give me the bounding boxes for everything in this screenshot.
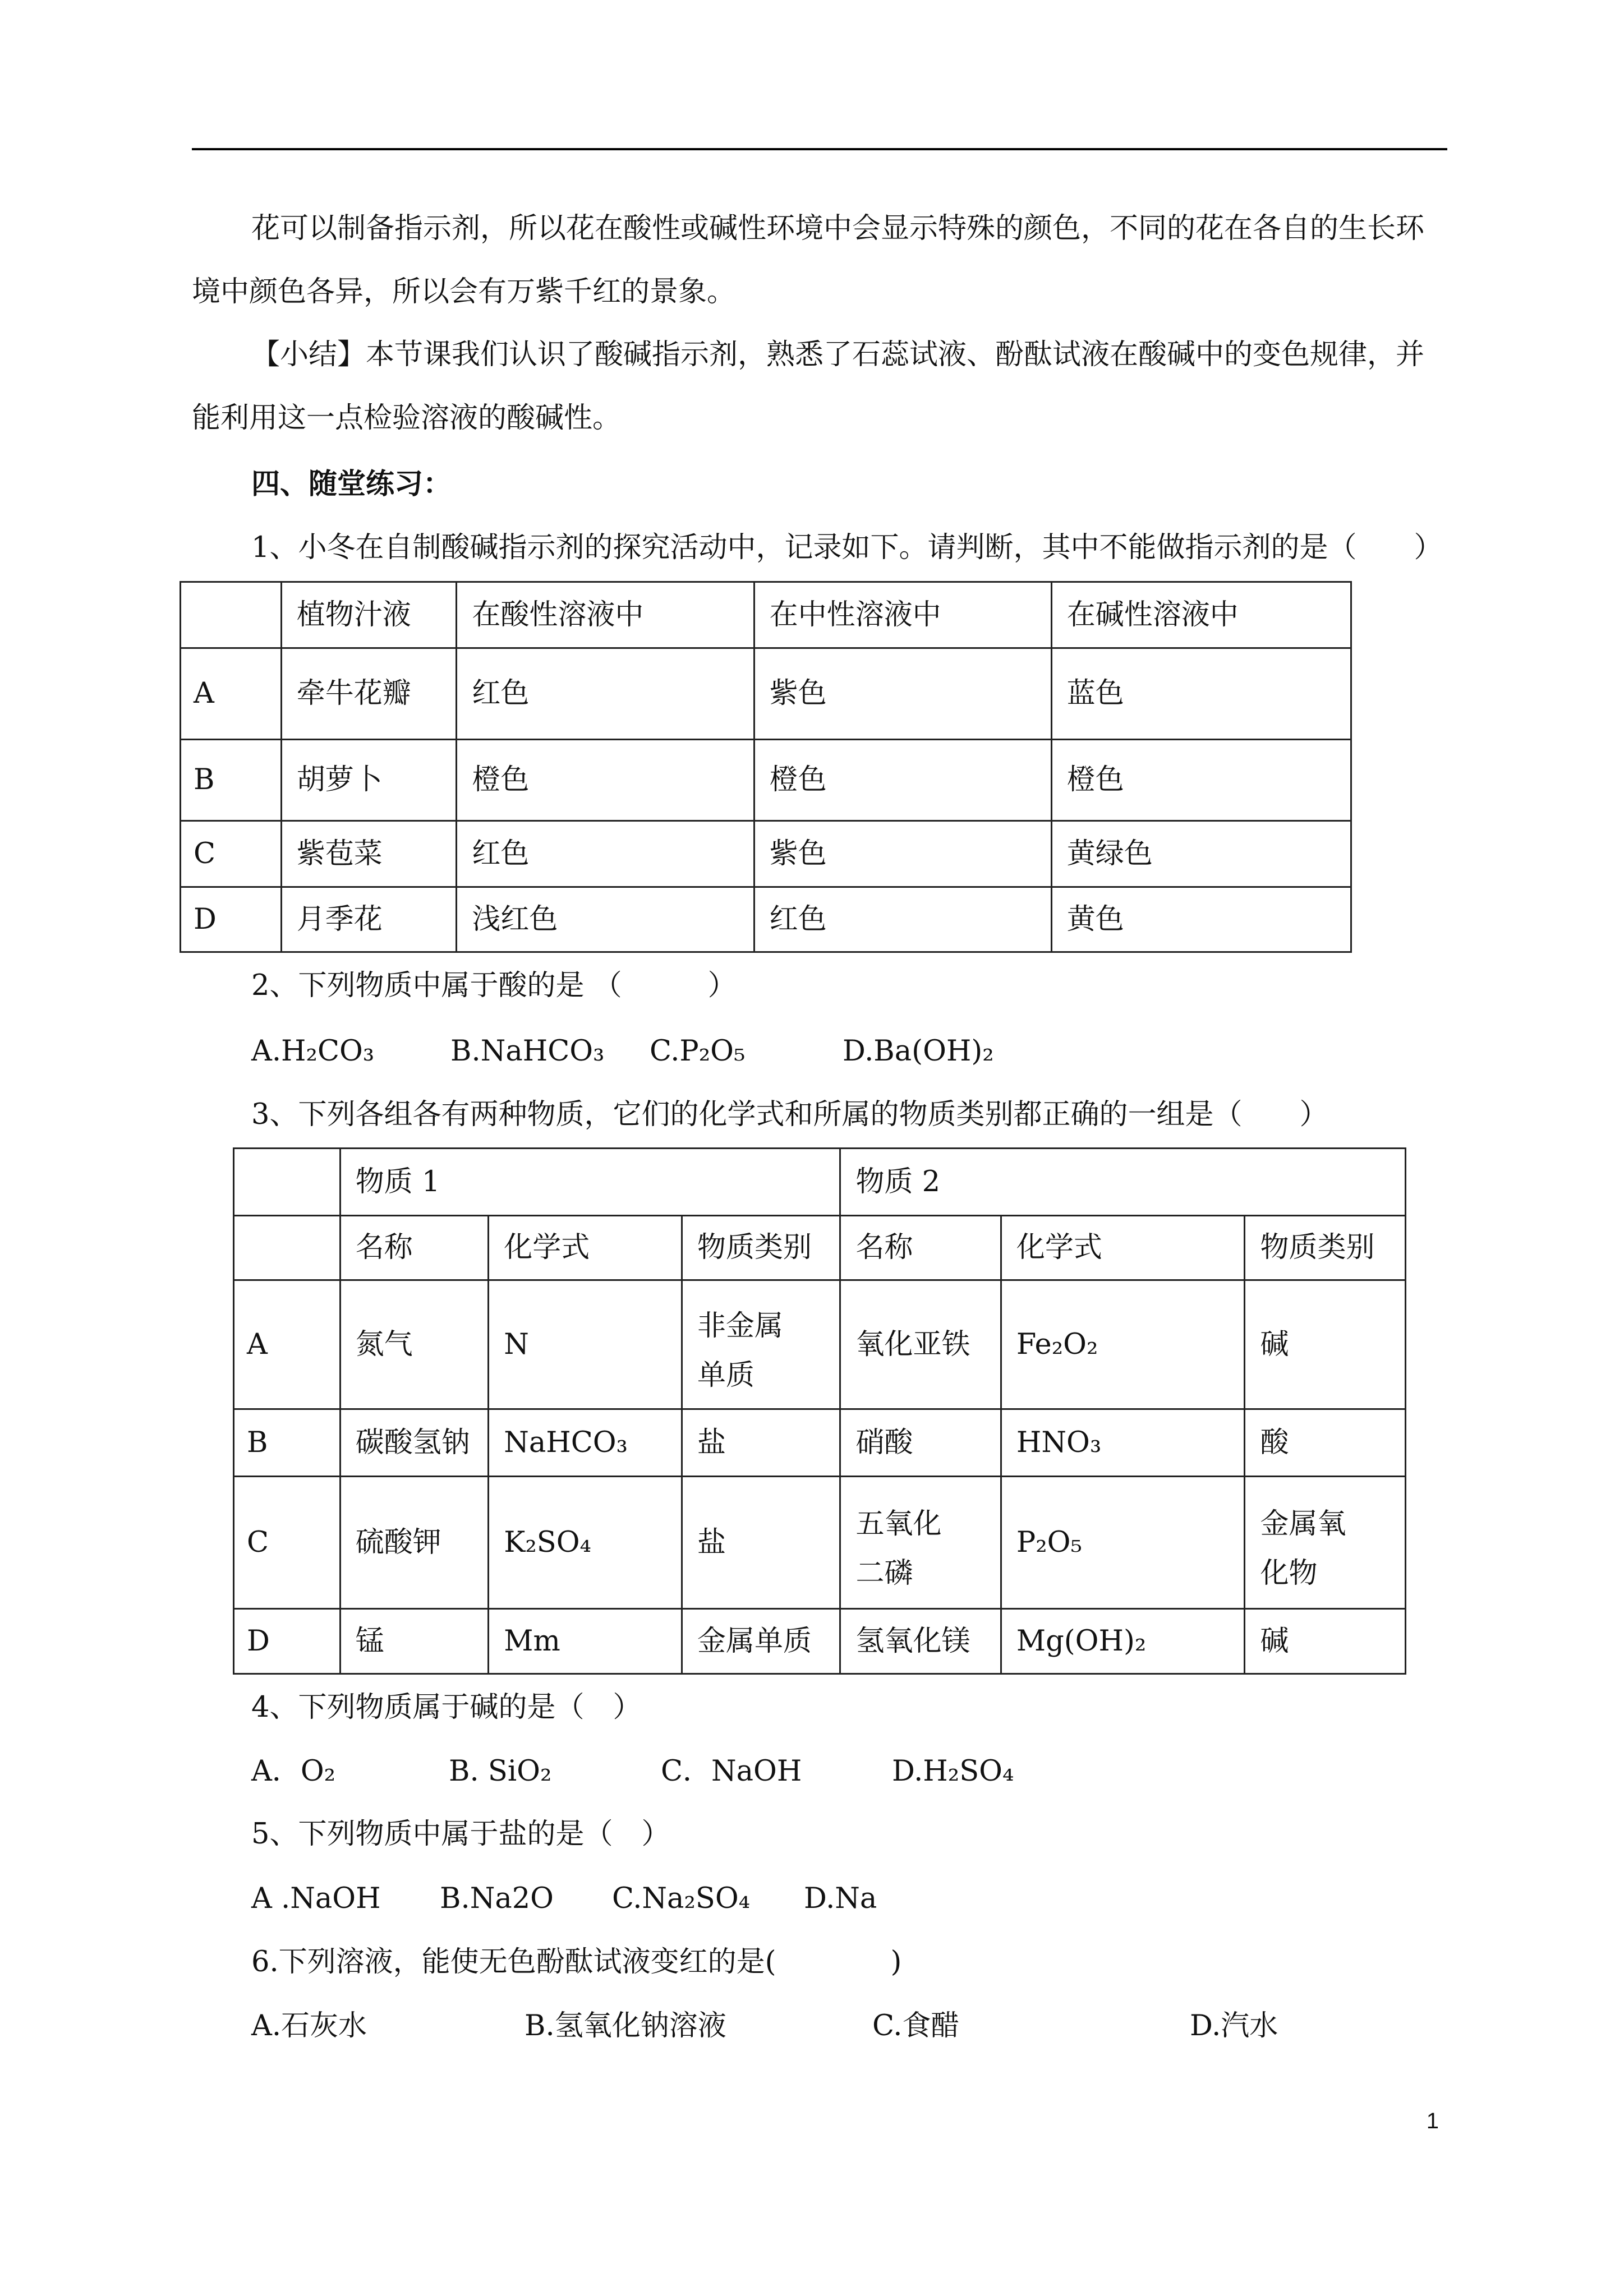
q1-cell: 紫色 (754, 821, 1051, 887)
q1-row-label: D (181, 887, 282, 952)
q3-empty-cell (234, 1149, 341, 1216)
q1-row-label: C (181, 821, 282, 887)
q3-class2 (1245, 1477, 1406, 1609)
q3-subheader: 化学式 (489, 1216, 682, 1280)
q3-name2-line-b: 二磷 (855, 1556, 913, 1590)
q3-name2-line-a: 硝酸 (855, 1426, 913, 1459)
q3-group-2: 物质 2 (840, 1149, 1406, 1216)
q6-option-b: B.氢氧化钠溶液 (525, 2009, 726, 2043)
q3-subheader: 名称 (840, 1216, 1001, 1280)
q3-table-row (234, 1409, 1406, 1477)
page-number: 1 (1426, 2109, 1439, 2133)
q6-option-d: D.汽水 (1190, 2009, 1278, 2043)
q3-group-row (234, 1149, 1406, 1216)
q3-subheader-row (234, 1216, 1406, 1280)
q1-cell: 胡萝卜 (281, 740, 457, 821)
q1-cell: 黄色 (1051, 887, 1351, 952)
q3-name2-line-a: 氧化亚铁 (855, 1327, 970, 1361)
q3-class2-line-a: 碱 (1260, 1624, 1289, 1658)
q3-class1 (682, 1477, 840, 1609)
q1-cell: 橙色 (1051, 740, 1351, 821)
q1-table-row (181, 887, 1351, 952)
q2-option-a: A.H₂CO₃ (251, 1035, 375, 1068)
q3-formula1: NaHCO₃ (489, 1409, 682, 1477)
q3-class1 (682, 1280, 840, 1409)
q1-cell: 黄绿色 (1051, 821, 1351, 887)
q3-empty-cell (234, 1216, 341, 1280)
q1-table-row (181, 648, 1351, 740)
q6-option-c: C.食醋 (872, 2009, 960, 2043)
q3-class1-line-a: 金属单质 (697, 1624, 812, 1658)
q2-option-d: D.Ba(OH)₂ (843, 1035, 994, 1068)
q3-name2 (840, 1609, 1001, 1674)
q4-option-d: D.H₂SO₄ (892, 1755, 1014, 1788)
q3-class2-line-a: 碱 (1260, 1327, 1289, 1361)
intro-line-1: 花可以制备指示剂，所以花在酸性或碱性环境中会显示特殊的颜色，不同的花在各自的生长环 (251, 212, 1425, 245)
q3-table-row (234, 1609, 1406, 1674)
summary-line-2: 能利用这一点检验溶液的酸碱性。 (192, 402, 622, 435)
q3-stem: 3、下列各组各有两种物质，它们的化学式和所属的物质类别都正确的一组是（ ） (251, 1098, 1328, 1131)
q3-row-label: A (234, 1280, 341, 1409)
q3-name2 (840, 1409, 1001, 1477)
q3-name2-line-a: 氢氧化镁 (855, 1624, 970, 1658)
q3-row-label: C (234, 1477, 341, 1609)
q3-formula2: Fe₂O₂ (1001, 1280, 1245, 1409)
q3-name1: 锰 (340, 1609, 489, 1674)
q2-options (251, 1033, 994, 1070)
summary-line-1: 【小结】本节课我们认识了酸碱指示剂，熟悉了石蕊试液、酚酞试液在酸碱中的变色规律，并 (251, 338, 1425, 371)
q1-header-cell: 在中性溶液中 (754, 582, 1051, 648)
q3-class2-line-a: 金属氧 (1260, 1507, 1346, 1541)
q1-cell: 浅红色 (457, 887, 754, 952)
q3-class1 (682, 1409, 840, 1477)
q5-stem: 5、下列物质中属于盐的是（ ） (251, 1818, 670, 1851)
q3-class1-line-a: 盐 (697, 1426, 726, 1459)
q6-option-a: A.石灰水 (251, 2009, 367, 2043)
q5-option-c: C.Na₂SO₄ (612, 1882, 751, 1915)
q1-table-row (181, 821, 1351, 887)
q1-table-row (181, 740, 1351, 821)
q6-stem: 6.下列溶液，能使无色酚酞试液变红的是( ) (251, 1945, 902, 1979)
q5-option-a: A .NaOH (251, 1882, 381, 1915)
q1-cell: 红色 (457, 821, 754, 887)
q3-name1: 碳酸氢钠 (340, 1409, 489, 1477)
q3-formula1: Mm (489, 1609, 682, 1674)
q5-option-b: B.Na2O (440, 1882, 554, 1915)
q3-table (233, 1147, 1406, 1675)
q3-name2-line-a: 五氧化 (855, 1507, 942, 1541)
q2-stem: 2、下列物质中属于酸的是 （ ） (251, 969, 737, 1002)
q2-option-b: B.NaHCO₃ (450, 1035, 605, 1068)
q3-formula2: Mg(OH)₂ (1001, 1609, 1245, 1674)
q3-table-row (234, 1280, 1406, 1409)
q3-class2 (1245, 1609, 1406, 1674)
q1-cell: 紫苞菜 (281, 821, 457, 887)
q3-name1: 氮气 (340, 1280, 489, 1409)
q3-subheader: 化学式 (1001, 1216, 1245, 1280)
q1-header-cell: 在酸性溶液中 (457, 582, 754, 648)
q3-formula1: N (489, 1280, 682, 1409)
q1-header-cell: 植物汁液 (281, 582, 457, 648)
section-title: 四、随堂练习： (251, 467, 452, 501)
q3-formula1: K₂SO₄ (489, 1477, 682, 1609)
q3-class1-line-b: 单质 (697, 1358, 755, 1392)
q1-stem: 1、小冬在自制酸碱指示剂的探究活动中，记录如下。请判断，其中不能做指示剂的是（ ） (251, 531, 1443, 564)
q4-option-b: B. SiO₂ (449, 1755, 552, 1788)
q2-option-c: C.P₂O₅ (650, 1035, 746, 1068)
q5-option-d: D.Na (804, 1882, 877, 1915)
q3-subheader: 物质类别 (1245, 1216, 1406, 1280)
q3-group-1: 物质 1 (340, 1149, 840, 1216)
q6-options (251, 2008, 1278, 2045)
q3-class2-line-b: 化物 (1260, 1556, 1318, 1590)
q3-subheader: 名称 (340, 1216, 489, 1280)
q4-option-c: C．NaOH (661, 1755, 802, 1788)
q1-row-label: A (181, 648, 282, 740)
q1-cell: 紫色 (754, 648, 1051, 740)
q4-option-a: A．O₂ (251, 1755, 336, 1788)
q3-formula2: HNO₃ (1001, 1409, 1245, 1477)
q1-cell: 月季花 (281, 887, 457, 952)
intro-line-2: 境中颜色各异，所以会有万紫千红的景象。 (192, 275, 736, 308)
q3-class2 (1245, 1280, 1406, 1409)
q1-cell: 橙色 (754, 740, 1051, 821)
q1-cell: 红色 (457, 648, 754, 740)
q1-header-cell (181, 582, 282, 648)
q4-stem: 4、下列物质属于碱的是（ ） (251, 1691, 642, 1724)
q3-class2 (1245, 1409, 1406, 1477)
q3-row-label: B (234, 1409, 341, 1477)
q1-table (180, 581, 1352, 953)
q3-name2 (840, 1280, 1001, 1409)
q1-header-cell: 在碱性溶液中 (1051, 582, 1351, 648)
q5-options (251, 1880, 877, 1917)
q3-subheader: 物质类别 (682, 1216, 840, 1280)
q3-formula2: P₂O₅ (1001, 1477, 1245, 1609)
q3-name2 (840, 1477, 1001, 1609)
q3-class1-line-a: 盐 (697, 1525, 726, 1559)
q1-header-row (181, 582, 1351, 648)
q3-name1: 硫酸钾 (340, 1477, 489, 1609)
q3-class1-line-a: 非金属 (697, 1309, 783, 1343)
q1-cell: 蓝色 (1051, 648, 1351, 740)
q1-cell: 牵牛花瓣 (281, 648, 457, 740)
q1-row-label: B (181, 740, 282, 821)
q3-table-row (234, 1477, 1406, 1609)
q4-options (251, 1753, 1014, 1790)
q1-cell: 红色 (754, 887, 1051, 952)
q1-cell: 橙色 (457, 740, 754, 821)
q3-class2-line-a: 酸 (1260, 1426, 1289, 1459)
q3-class1 (682, 1609, 840, 1674)
header-rule (192, 148, 1447, 150)
q3-row-label: D (234, 1609, 341, 1674)
